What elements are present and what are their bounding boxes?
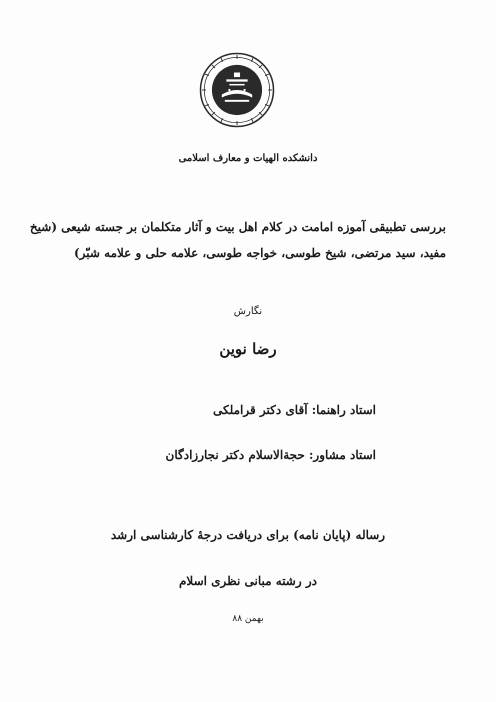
- thesis-statement: رساله (پایان نامه) برای دریافت درجهٔ کارشناسی ارشد: [110, 528, 386, 542]
- written-by-label: نگارش: [233, 306, 263, 317]
- university-emblem-icon: [199, 52, 275, 128]
- consultant-line: استاد مشاور: حجةالاسلام دکتر نجارزادگان: [165, 448, 376, 462]
- field-of-study: در رشته مبانی نظری اسلام: [179, 574, 317, 588]
- author-name: رضا نوین: [219, 340, 277, 358]
- thesis-title-line-2: مفید، سید مرتضی، شیخ طوسی، خواجه طوسی، علامه حلی و علامه شبّر): [74, 246, 446, 260]
- faculty-name: دانشکده الهیات و معارف اسلامی: [178, 153, 318, 164]
- thesis-title-line-1: بررسی تطبیقی آموزه امامت در کلام اهل بیت و آثار متکلمان بر جسته شیعی (شیخ: [29, 220, 446, 234]
- advisor-line: استاد راهنما: آقای دکتر قراملکی: [213, 403, 376, 417]
- date-label: بهمن ۸۸: [232, 614, 264, 624]
